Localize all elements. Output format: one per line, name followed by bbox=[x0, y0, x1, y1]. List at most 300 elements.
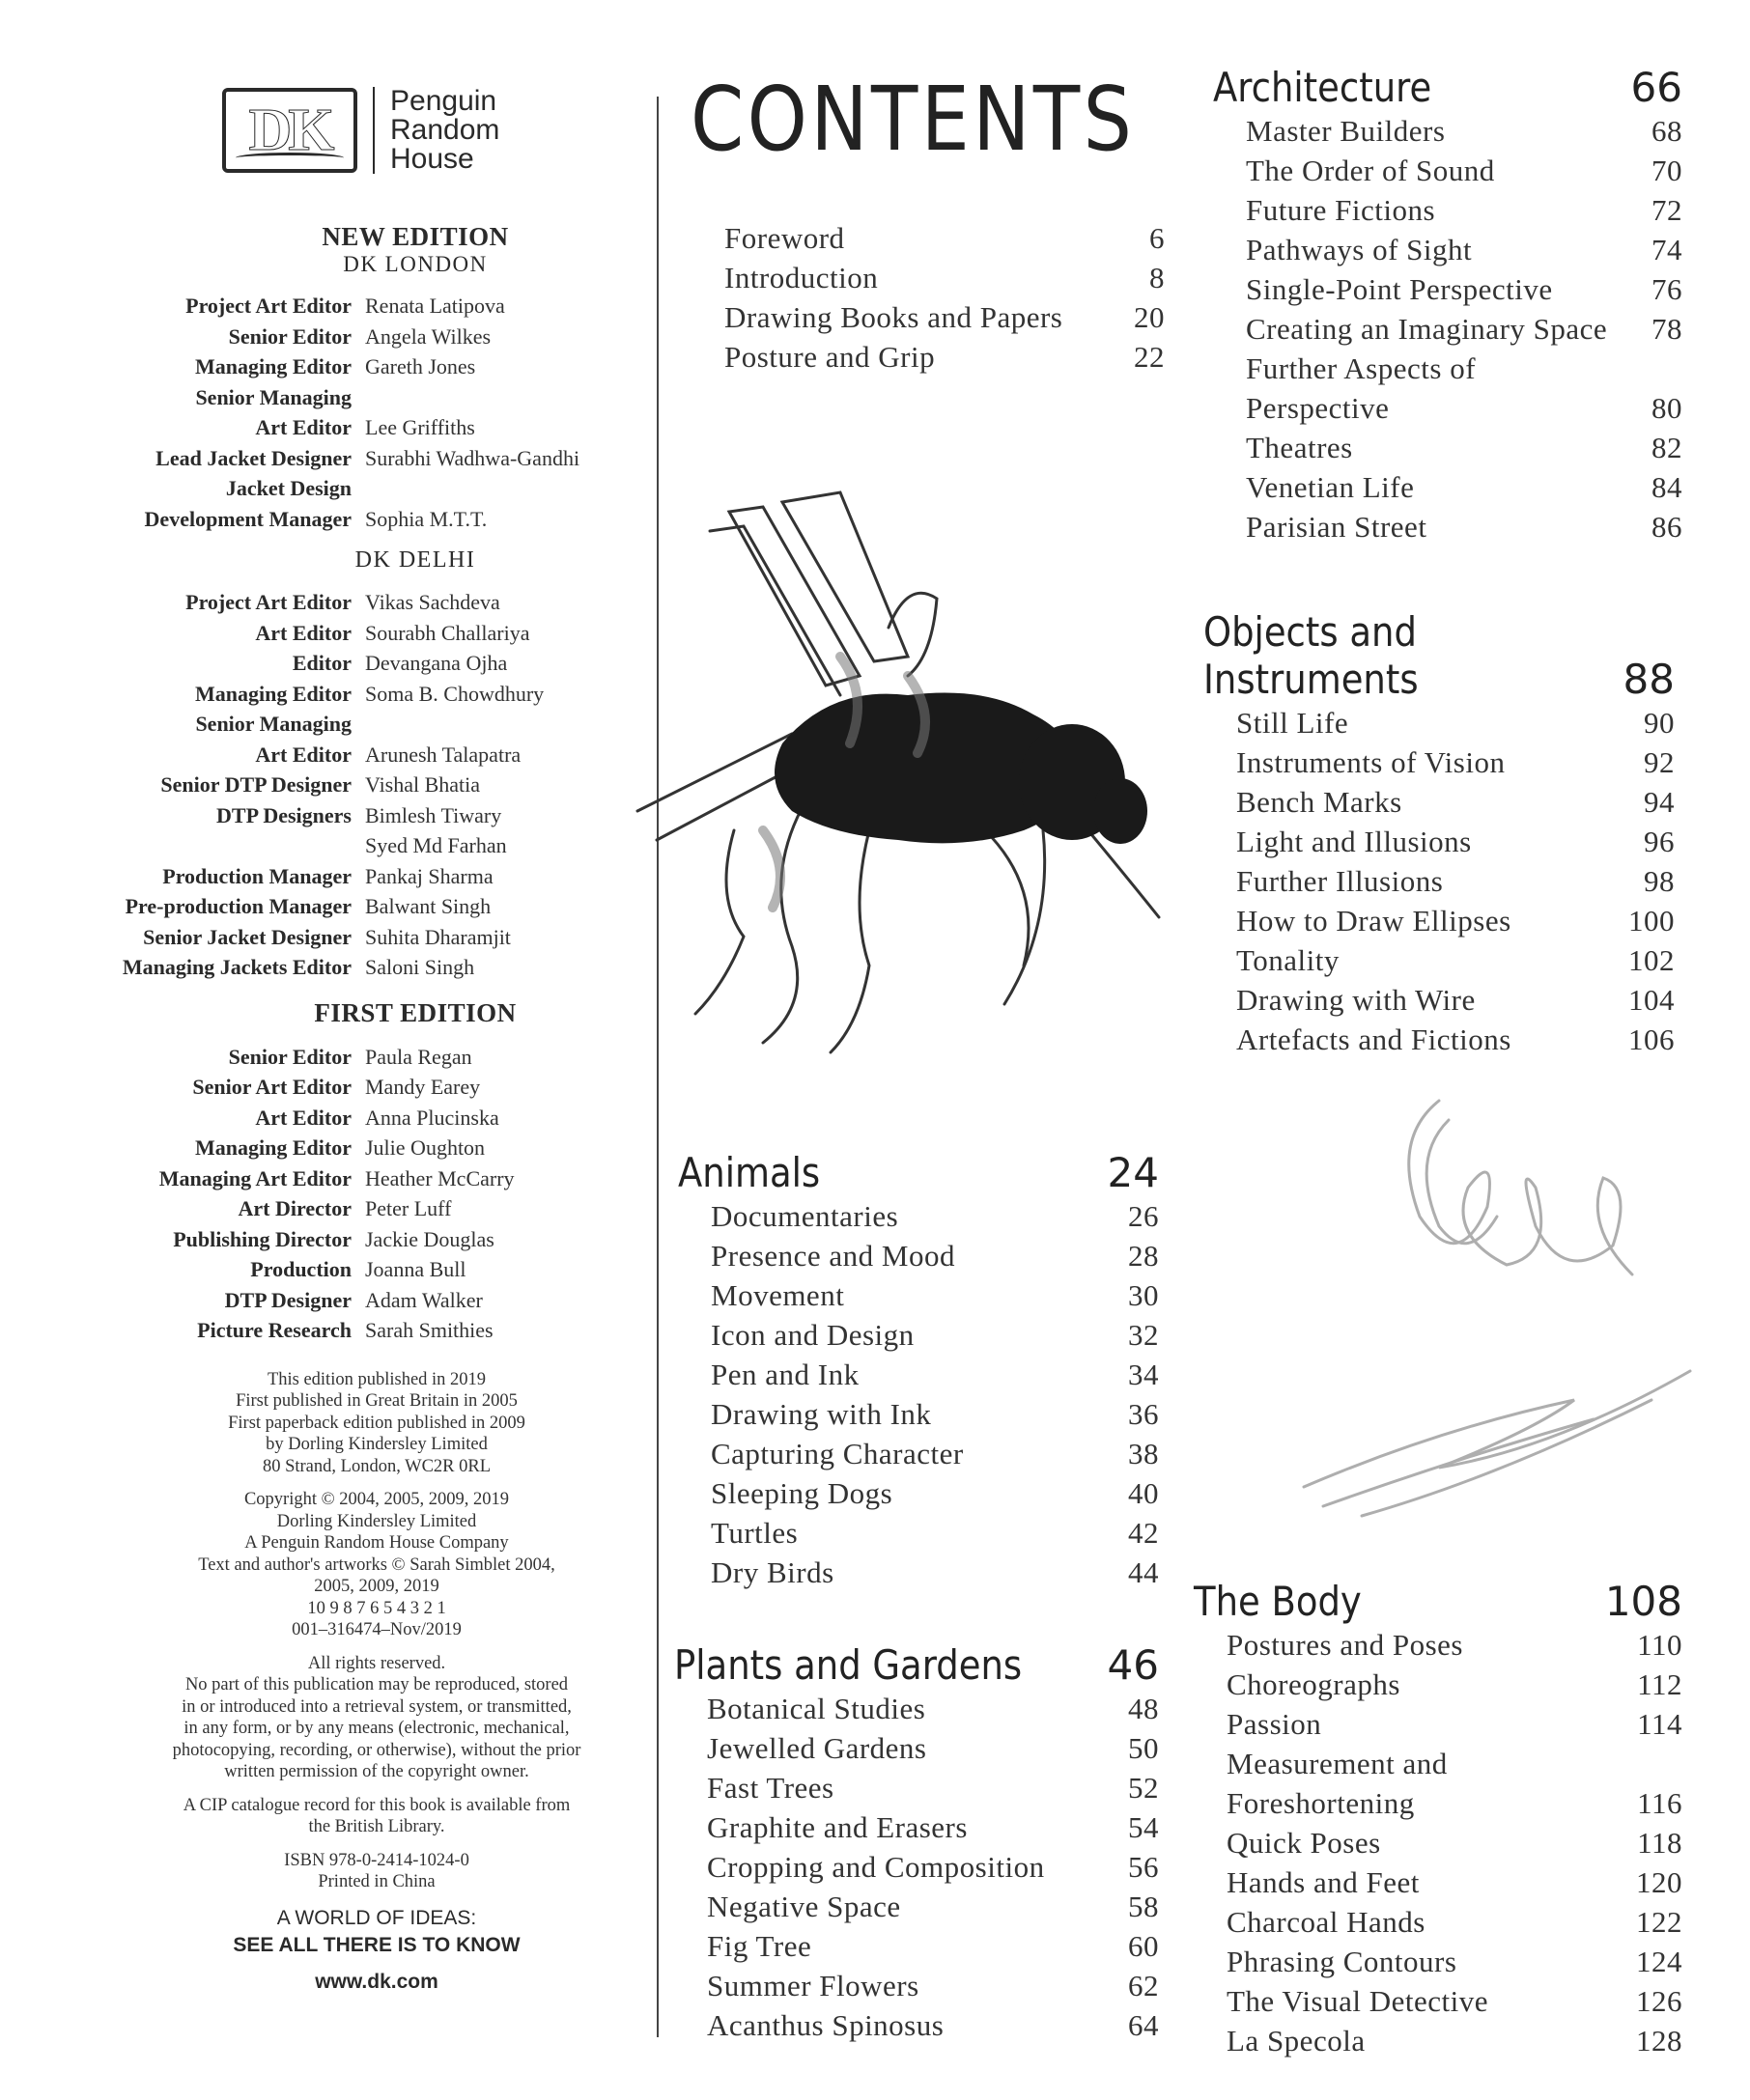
credit-role: Senior Jacket Designer bbox=[143, 924, 352, 949]
toc-entry-title: Charcoal Hands bbox=[1227, 1905, 1425, 1939]
credit-name: Sourabh Challariya bbox=[365, 620, 530, 645]
toc-entry[interactable] bbox=[1194, 1625, 1682, 1665]
toc-section-heading-line: Objects and bbox=[1203, 608, 1417, 656]
toc-section-page: 88 bbox=[1623, 656, 1675, 703]
credit-role: Managing Jackets Editor bbox=[122, 955, 352, 979]
toc-entry[interactable] bbox=[678, 1196, 1159, 1236]
credit-name: Heather McCarry bbox=[365, 1165, 515, 1190]
toc-entry-title: How to Draw Ellipses bbox=[1236, 904, 1511, 938]
credit-name: Anna Plucinska bbox=[365, 1105, 499, 1130]
toc-entry-page: 30 bbox=[1128, 1278, 1159, 1312]
toc-section-title: Plants and Gardens bbox=[674, 1641, 1023, 1689]
credit-name: Sarah Smithies bbox=[365, 1318, 494, 1342]
credit-row bbox=[106, 740, 666, 770]
toc-entry-title: Fast Trees bbox=[707, 1771, 834, 1805]
credit-role: Senior Editor bbox=[228, 323, 352, 349]
credit-name: Surabhi Wadhwa-Gandhi bbox=[365, 445, 580, 470]
toc-section-heading[interactable] bbox=[1213, 64, 1682, 111]
toc-entry-title: Single-Point Perspective bbox=[1246, 272, 1553, 306]
toc-entry-title: Instruments of Vision bbox=[1236, 745, 1506, 779]
toc-section-page: 46 bbox=[1107, 1641, 1159, 1689]
toc-entry[interactable] bbox=[674, 1966, 1159, 2005]
toc-entry-page: 96 bbox=[1644, 825, 1675, 858]
credit-role: Art Editor bbox=[255, 1105, 352, 1130]
toc-entry[interactable] bbox=[1213, 309, 1682, 349]
credit-name: Pankaj Sharma bbox=[365, 863, 494, 888]
credit-name: Syed Md Farhan bbox=[365, 833, 507, 857]
toc-entry-title: Graphite and Erasers bbox=[707, 1810, 968, 1844]
credit-role: Art Editor bbox=[255, 620, 352, 645]
credit-name: Vikas Sachdeva bbox=[365, 590, 500, 614]
toc-section-heading[interactable] bbox=[1194, 1578, 1682, 1625]
credit-row bbox=[106, 443, 666, 474]
credit-role: Senior DTP Designer bbox=[160, 772, 352, 797]
credit-row bbox=[106, 1163, 666, 1194]
imprint-line: No part of this publication may be reproduced, stored bbox=[184, 1675, 569, 1694]
credit-name: Julie Oughton bbox=[365, 1135, 486, 1160]
imprint-line: 10 9 8 7 6 5 4 3 2 1 bbox=[307, 1598, 446, 1618]
credit-row bbox=[106, 952, 666, 983]
toc-entry[interactable] bbox=[1213, 111, 1682, 151]
toc-entry-page: 72 bbox=[1651, 193, 1682, 227]
credit-name: Mandy Earey bbox=[365, 1075, 481, 1099]
credit-role: Development Manager bbox=[144, 506, 352, 531]
toc-section-page: 108 bbox=[1604, 1578, 1682, 1625]
new-edition-heading: NEW EDITION bbox=[322, 222, 509, 251]
credit-role: Managing Art Editor bbox=[158, 1165, 352, 1190]
toc-entry-title: Foreword bbox=[724, 221, 845, 255]
toc-entry-page: 68 bbox=[1651, 114, 1682, 148]
toc-entry-title: Dry Birds bbox=[711, 1555, 834, 1589]
toc-entry-page: 114 bbox=[1637, 1707, 1682, 1741]
imprint-line: A CIP catalogue record for this book is available from bbox=[183, 1795, 571, 1815]
toc-entry-title: The Visual Detective bbox=[1227, 1984, 1488, 2018]
credit-row bbox=[106, 322, 666, 352]
credit-role: Art Editor bbox=[255, 415, 352, 439]
toc-entry-page: 112 bbox=[1637, 1667, 1682, 1701]
credit-role: DTP Designers bbox=[216, 802, 352, 827]
toc-entry-page: 86 bbox=[1651, 510, 1682, 544]
first-edition-heading: FIRST EDITION bbox=[314, 997, 517, 1027]
toc-entry-title: Perspective bbox=[1246, 391, 1390, 425]
toc-entry-title: Pen and Ink bbox=[711, 1358, 860, 1391]
toc-entry-title: Fig Tree bbox=[707, 1929, 812, 1963]
publication-history bbox=[135, 1369, 618, 1478]
toc-entry-title: Summer Flowers bbox=[707, 1969, 919, 2002]
toc-entry-title: Further Illusions bbox=[1236, 864, 1444, 898]
isbn-notice bbox=[135, 1850, 618, 1893]
toc-entry-page: 54 bbox=[1128, 1810, 1159, 1844]
toc-entry[interactable] bbox=[1194, 1744, 1682, 1783]
toc-entry-page: 128 bbox=[1636, 2024, 1682, 2058]
toc-entry-title: Cropping and Composition bbox=[707, 1850, 1045, 1884]
imprint-line: First published in Great Britain in 2005 bbox=[236, 1391, 518, 1411]
toc-entry-page: 44 bbox=[1128, 1555, 1159, 1589]
toc-entry-page: 50 bbox=[1128, 1731, 1159, 1765]
toc-entry[interactable] bbox=[678, 1355, 1159, 1394]
toc-entry-title: Negative Space bbox=[707, 1890, 901, 1923]
imprint-line: Dorling Kindersley Limited bbox=[276, 1511, 477, 1531]
toc-entry-page: 40 bbox=[1128, 1476, 1159, 1510]
toc-entry[interactable] bbox=[674, 1728, 1159, 1768]
credit-name: Soma B. Chowdhury bbox=[365, 681, 545, 706]
column-divider bbox=[657, 97, 659, 2037]
toc-entry-page: 74 bbox=[1651, 233, 1682, 266]
toc-entry-page: 84 bbox=[1651, 470, 1682, 504]
toc-objects-section bbox=[1203, 608, 1675, 1059]
toc-entry-title: Bench Marks bbox=[1236, 785, 1402, 819]
toc-intro bbox=[692, 218, 1165, 377]
publisher-logo bbox=[222, 87, 499, 174]
toc-entry-title: Quick Poses bbox=[1227, 1826, 1381, 1860]
credit-role bbox=[106, 830, 365, 861]
toc-entry-title: Future Fictions bbox=[1246, 193, 1436, 227]
contents-title: CONTENTS bbox=[691, 68, 1136, 171]
credit-row bbox=[106, 709, 666, 740]
toc-entry[interactable] bbox=[1203, 980, 1675, 1020]
credit-name: Bimlesh Tiwary bbox=[365, 802, 502, 827]
credit-role: Art Editor bbox=[255, 742, 352, 767]
toc-entry-page: 32 bbox=[1128, 1318, 1159, 1352]
credit-name: Arunesh Talapatra bbox=[365, 742, 522, 767]
toc-entry-title: Acanthus Spinosus bbox=[707, 2008, 945, 2042]
credit-name: Peter Luff bbox=[365, 1196, 452, 1220]
credit-row bbox=[106, 1254, 666, 1285]
toc-entry[interactable] bbox=[674, 1887, 1159, 1926]
toc-entry[interactable] bbox=[678, 1315, 1159, 1355]
toc-entry-title: Introduction bbox=[724, 261, 879, 294]
toc-entry-page: 110 bbox=[1637, 1628, 1682, 1662]
credit-name: Balwant Singh bbox=[365, 894, 492, 918]
toc-entry-page: 82 bbox=[1651, 431, 1682, 464]
credit-role: Senior Editor bbox=[228, 1044, 352, 1069]
toc-entry-page: 36 bbox=[1128, 1397, 1159, 1431]
toc-entry-page: 104 bbox=[1628, 983, 1675, 1017]
toc-entry[interactable] bbox=[1213, 507, 1682, 546]
toc-entry-page: 100 bbox=[1628, 904, 1675, 938]
imprint-line: This edition published in 2019 bbox=[267, 1369, 487, 1389]
dk-london-credits bbox=[106, 291, 666, 534]
credit-name: Angela Wilkes bbox=[365, 323, 492, 349]
copyright-notice bbox=[135, 1489, 618, 1641]
toc-entry-page: 116 bbox=[1637, 1786, 1682, 1820]
credit-role: Editor bbox=[292, 651, 352, 675]
toc-entry[interactable] bbox=[1213, 388, 1682, 428]
toc-entry-page: 124 bbox=[1636, 1945, 1682, 1978]
toc-entry[interactable] bbox=[1213, 428, 1682, 467]
credit-role: Production Manager bbox=[162, 863, 352, 888]
toc-entry-page: 26 bbox=[1128, 1199, 1159, 1233]
toc-section-title: Animals bbox=[678, 1149, 821, 1196]
toc-entry[interactable] bbox=[1203, 703, 1675, 742]
website-url[interactable]: www.dk.com bbox=[315, 1970, 438, 1993]
toc-entry[interactable] bbox=[1194, 1942, 1682, 1981]
toc-entry-title: Drawing with Ink bbox=[711, 1397, 932, 1431]
imprint-line: Text and author's artworks © Sarah Simblet 2004, bbox=[198, 1554, 555, 1575]
credit-row bbox=[106, 830, 666, 861]
toc-entry[interactable] bbox=[1203, 861, 1675, 901]
toc-entry[interactable] bbox=[1203, 742, 1675, 782]
toc-entry-title: Artefacts and Fictions bbox=[1236, 1022, 1511, 1056]
toc-entry-title: Botanical Studies bbox=[707, 1692, 926, 1725]
credit-role: Art Director bbox=[238, 1196, 352, 1220]
imprint-line: Copyright © 2004, 2005, 2009, 2019 bbox=[243, 1490, 510, 1509]
toc-entry[interactable] bbox=[692, 218, 1165, 258]
toc-entry[interactable] bbox=[1194, 1823, 1682, 1862]
toc-entry-page: 126 bbox=[1636, 1984, 1682, 2018]
credit-role: Senior Managing bbox=[195, 384, 352, 409]
toc-entry[interactable] bbox=[678, 1394, 1159, 1434]
toc-section-title: Instruments bbox=[1203, 656, 1419, 703]
dk-delhi-credits bbox=[106, 587, 666, 983]
imprint-line: First paperback edition published in 2009 bbox=[228, 1413, 525, 1433]
imprint-line: 2005, 2009, 2019 bbox=[314, 1577, 439, 1596]
credit-row bbox=[106, 1224, 666, 1255]
toc-entry[interactable] bbox=[674, 1847, 1159, 1887]
credit-row bbox=[106, 473, 666, 504]
first-edition-credits bbox=[106, 1042, 666, 1346]
toc-entry-page: 78 bbox=[1651, 312, 1682, 346]
toc-entry[interactable] bbox=[1203, 901, 1675, 940]
credit-role: Senior Art Editor bbox=[192, 1075, 352, 1099]
toc-entry[interactable] bbox=[1213, 349, 1682, 388]
toc-entry[interactable] bbox=[1213, 467, 1682, 507]
credit-name: Saloni Singh bbox=[365, 955, 475, 979]
credit-role: Jacket Design bbox=[225, 476, 352, 500]
toc-entry[interactable] bbox=[1194, 1902, 1682, 1942]
toc-entry[interactable] bbox=[678, 1473, 1159, 1513]
credit-role: Managing Editor bbox=[195, 354, 352, 378]
toc-entry-page: 60 bbox=[1128, 1929, 1159, 1963]
toc-architecture-section bbox=[1213, 64, 1682, 546]
toc-entry[interactable] bbox=[1194, 1783, 1682, 1823]
credit-row bbox=[106, 1133, 666, 1163]
toc-entry-title: Presence and Mood bbox=[711, 1239, 955, 1273]
toc-entry-title: The Order of Sound bbox=[1246, 154, 1495, 187]
credit-name: Jackie Douglas bbox=[365, 1226, 494, 1251]
toc-entry-title: Still Life bbox=[1236, 706, 1349, 740]
toc-entry-page: 34 bbox=[1128, 1358, 1159, 1391]
toc-entry-title: Capturing Character bbox=[711, 1437, 964, 1470]
toc-entry-page: 38 bbox=[1128, 1437, 1159, 1470]
imprint-line: ISBN 978-0-2414-1024-0 bbox=[284, 1850, 469, 1870]
toc-entry-page: 6 bbox=[1149, 221, 1165, 255]
credit-role: Production bbox=[250, 1257, 352, 1281]
dk-london-heading: DK LONDON bbox=[343, 252, 488, 276]
credit-row bbox=[106, 618, 666, 649]
credit-role: Managing Editor bbox=[195, 681, 352, 706]
toc-entry-title: Turtles bbox=[711, 1516, 799, 1550]
toc-entry-title: Parisian Street bbox=[1246, 510, 1427, 544]
credit-row bbox=[106, 1315, 666, 1346]
toc-entry-page: 94 bbox=[1644, 785, 1675, 819]
toc-entry-title: Foreshortening bbox=[1227, 1786, 1415, 1820]
toc-entry[interactable] bbox=[1213, 190, 1682, 230]
toc-entry-page: 106 bbox=[1628, 1022, 1675, 1056]
credit-row bbox=[106, 587, 666, 618]
toc-section-page: 66 bbox=[1630, 64, 1682, 111]
toc-section-title: Architecture bbox=[1213, 64, 1432, 111]
credit-row bbox=[106, 1193, 666, 1224]
toc-entry-title: Icon and Design bbox=[711, 1318, 915, 1352]
logo-divider bbox=[373, 87, 375, 174]
toc-entry-page: 48 bbox=[1128, 1692, 1159, 1725]
credit-row bbox=[106, 891, 666, 922]
toc-entry[interactable] bbox=[1203, 1020, 1675, 1059]
credit-row bbox=[106, 1072, 666, 1103]
toc-entry[interactable] bbox=[1194, 1862, 1682, 1902]
toc-entry-title: Hands and Feet bbox=[1227, 1865, 1420, 1899]
toc-entry-page: 20 bbox=[1134, 300, 1165, 334]
toc-entry-title: Theatres bbox=[1246, 431, 1353, 464]
toc-entry-page: 90 bbox=[1644, 706, 1675, 740]
credit-name: Vishal Bhatia bbox=[365, 772, 481, 797]
credit-role: DTP Designer bbox=[224, 1287, 352, 1312]
toc-entry-page: 98 bbox=[1644, 864, 1675, 898]
toc-entry[interactable] bbox=[678, 1434, 1159, 1473]
toc-section-title: The Body bbox=[1194, 1578, 1362, 1625]
toc-entry-title: Passion bbox=[1227, 1707, 1322, 1741]
toc-entry-title: Choreographs bbox=[1227, 1667, 1400, 1701]
credit-role: Publishing Director bbox=[173, 1226, 352, 1251]
toc-entry-page: 58 bbox=[1128, 1890, 1159, 1923]
credit-role: Lead Jacket Designer bbox=[155, 445, 352, 470]
toc-entry[interactable] bbox=[692, 258, 1165, 297]
imprint-line: photocopying, recording, or otherwise), without the prior bbox=[172, 1740, 581, 1760]
imprint-line: in or introduced into a retrieval system, or transmitted, bbox=[182, 1696, 572, 1717]
toc-entry-title: Phrasing Contours bbox=[1227, 1945, 1457, 1978]
credit-name: Adam Walker bbox=[365, 1287, 483, 1312]
toc-entry[interactable] bbox=[1194, 1981, 1682, 2021]
imprint-line: the British Library. bbox=[308, 1817, 445, 1836]
toc-entry-title: Venetian Life bbox=[1246, 470, 1415, 504]
toc-entry[interactable] bbox=[1203, 782, 1675, 822]
toc-entry-title: Jewelled Gardens bbox=[707, 1731, 927, 1765]
toc-entry-page: 62 bbox=[1128, 1969, 1159, 2002]
toc-entry-page: 56 bbox=[1128, 1850, 1159, 1884]
toc-entry-page: 8 bbox=[1149, 261, 1165, 294]
credit-name: Gareth Jones bbox=[365, 354, 476, 378]
toc-entry-page: 76 bbox=[1651, 272, 1682, 306]
toc-section-heading[interactable] bbox=[1203, 656, 1675, 703]
bee-ink-illustration bbox=[618, 463, 1198, 1062]
credit-name: Devangana Ojha bbox=[365, 651, 508, 675]
toc-plants-section bbox=[674, 1641, 1159, 2045]
toc-entry[interactable] bbox=[678, 1513, 1159, 1553]
cip-notice bbox=[135, 1795, 618, 1838]
credit-row bbox=[106, 770, 666, 800]
toc-entry[interactable] bbox=[674, 1768, 1159, 1807]
toc-entry-page: 118 bbox=[1637, 1826, 1682, 1860]
credit-role: Pre-production Manager bbox=[125, 894, 352, 918]
toc-entry[interactable] bbox=[692, 337, 1165, 377]
credit-name: Lee Griffiths bbox=[365, 415, 475, 439]
toc-body-section bbox=[1194, 1578, 1682, 2060]
toc-entry[interactable] bbox=[1194, 1704, 1682, 1744]
imprint-line: 80 Strand, London, WC2R 0RL bbox=[262, 1456, 492, 1476]
imprint-line: All rights reserved. bbox=[307, 1653, 446, 1673]
credit-name: Joanna Bull bbox=[365, 1257, 466, 1281]
toc-section-heading[interactable] bbox=[674, 1641, 1159, 1689]
dk-delhi-heading: DK DELHI bbox=[354, 547, 476, 573]
imprint-line: 001–316474–Nov/2019 bbox=[292, 1620, 462, 1639]
toc-entry-title: Master Builders bbox=[1246, 114, 1446, 148]
toc-entry-title: Tonality bbox=[1236, 943, 1340, 977]
credit-row bbox=[106, 504, 666, 535]
imprint-line: by Dorling Kindersley Limited bbox=[266, 1435, 488, 1454]
toc-entry-title: Pathways of Sight bbox=[1246, 233, 1473, 266]
credit-name: Paula Regan bbox=[365, 1044, 472, 1069]
imprint-line: Printed in China bbox=[318, 1872, 436, 1891]
toc-entry[interactable] bbox=[1213, 151, 1682, 190]
toc-entry-title: Creating an Imaginary Space bbox=[1246, 312, 1608, 346]
toc-section-page: 24 bbox=[1107, 1149, 1159, 1196]
toc-entry[interactable] bbox=[1194, 1665, 1682, 1704]
toc-entry-page: 122 bbox=[1636, 1905, 1682, 1939]
toc-entry-page: 102 bbox=[1628, 943, 1675, 977]
dk-logo: DK bbox=[222, 88, 357, 173]
toc-entry-title: Drawing with Wire bbox=[1236, 983, 1476, 1017]
pencil-swirl-illustration bbox=[1246, 1081, 1729, 1545]
tagline: A WORLD OF IDEAS: SEE ALL THERE IS TO KNOW bbox=[233, 1906, 521, 1956]
toc-entry-page: 80 bbox=[1651, 391, 1682, 425]
credit-role: Project Art Editor bbox=[185, 294, 352, 318]
toc-entry-page: 120 bbox=[1636, 1865, 1682, 1899]
toc-entry[interactable] bbox=[674, 1926, 1159, 1966]
credit-row bbox=[106, 291, 666, 322]
toc-entry-page: 22 bbox=[1134, 340, 1165, 374]
toc-entry-title: Drawing Books and Papers bbox=[724, 300, 1063, 334]
toc-entry-title: Further Aspects of bbox=[1246, 351, 1477, 385]
penguin-random-house-wordmark: Penguin Random House bbox=[390, 85, 500, 175]
toc-entry[interactable] bbox=[678, 1553, 1159, 1592]
credit-role: Managing Editor bbox=[195, 1135, 352, 1160]
rights-notice bbox=[135, 1653, 618, 1783]
toc-entry[interactable] bbox=[678, 1275, 1159, 1315]
imprint-line: written permission of the copyright owner. bbox=[224, 1762, 529, 1781]
toc-entry[interactable] bbox=[1213, 230, 1682, 269]
toc-entry-title: La Specola bbox=[1227, 2024, 1366, 2058]
toc-entry[interactable] bbox=[674, 1807, 1159, 1847]
credit-row bbox=[106, 800, 666, 831]
imprint-line: in any form, or by any means (electronic, mechanical, bbox=[183, 1719, 570, 1738]
credit-row bbox=[106, 1042, 666, 1073]
credit-row bbox=[106, 351, 666, 382]
toc-entry[interactable] bbox=[674, 2005, 1159, 2045]
toc-entry-page: 28 bbox=[1128, 1239, 1159, 1273]
toc-entry-page: 52 bbox=[1128, 1771, 1159, 1805]
credit-role: Project Art Editor bbox=[185, 590, 352, 614]
toc-entry[interactable] bbox=[674, 1689, 1159, 1728]
credit-name: Suhita Dharamjit bbox=[365, 924, 511, 949]
credit-row bbox=[106, 382, 666, 413]
toc-entry[interactable] bbox=[1194, 2021, 1682, 2060]
toc-entry-title: Sleeping Dogs bbox=[711, 1476, 893, 1510]
credit-row bbox=[106, 412, 666, 443]
toc-entry[interactable] bbox=[1213, 269, 1682, 309]
toc-entry[interactable] bbox=[1203, 822, 1675, 861]
toc-entry[interactable] bbox=[678, 1236, 1159, 1275]
toc-entry-title: Measurement and bbox=[1227, 1747, 1448, 1780]
toc-entry[interactable] bbox=[692, 297, 1165, 337]
toc-entry-page: 70 bbox=[1651, 154, 1682, 187]
credit-role: Picture Research bbox=[197, 1318, 352, 1342]
toc-entry[interactable] bbox=[1203, 940, 1675, 980]
toc-section-heading[interactable] bbox=[678, 1149, 1159, 1196]
credit-role: Senior Managing bbox=[195, 712, 352, 736]
credit-row bbox=[106, 1285, 666, 1316]
toc-entry-page: 64 bbox=[1128, 2008, 1159, 2042]
